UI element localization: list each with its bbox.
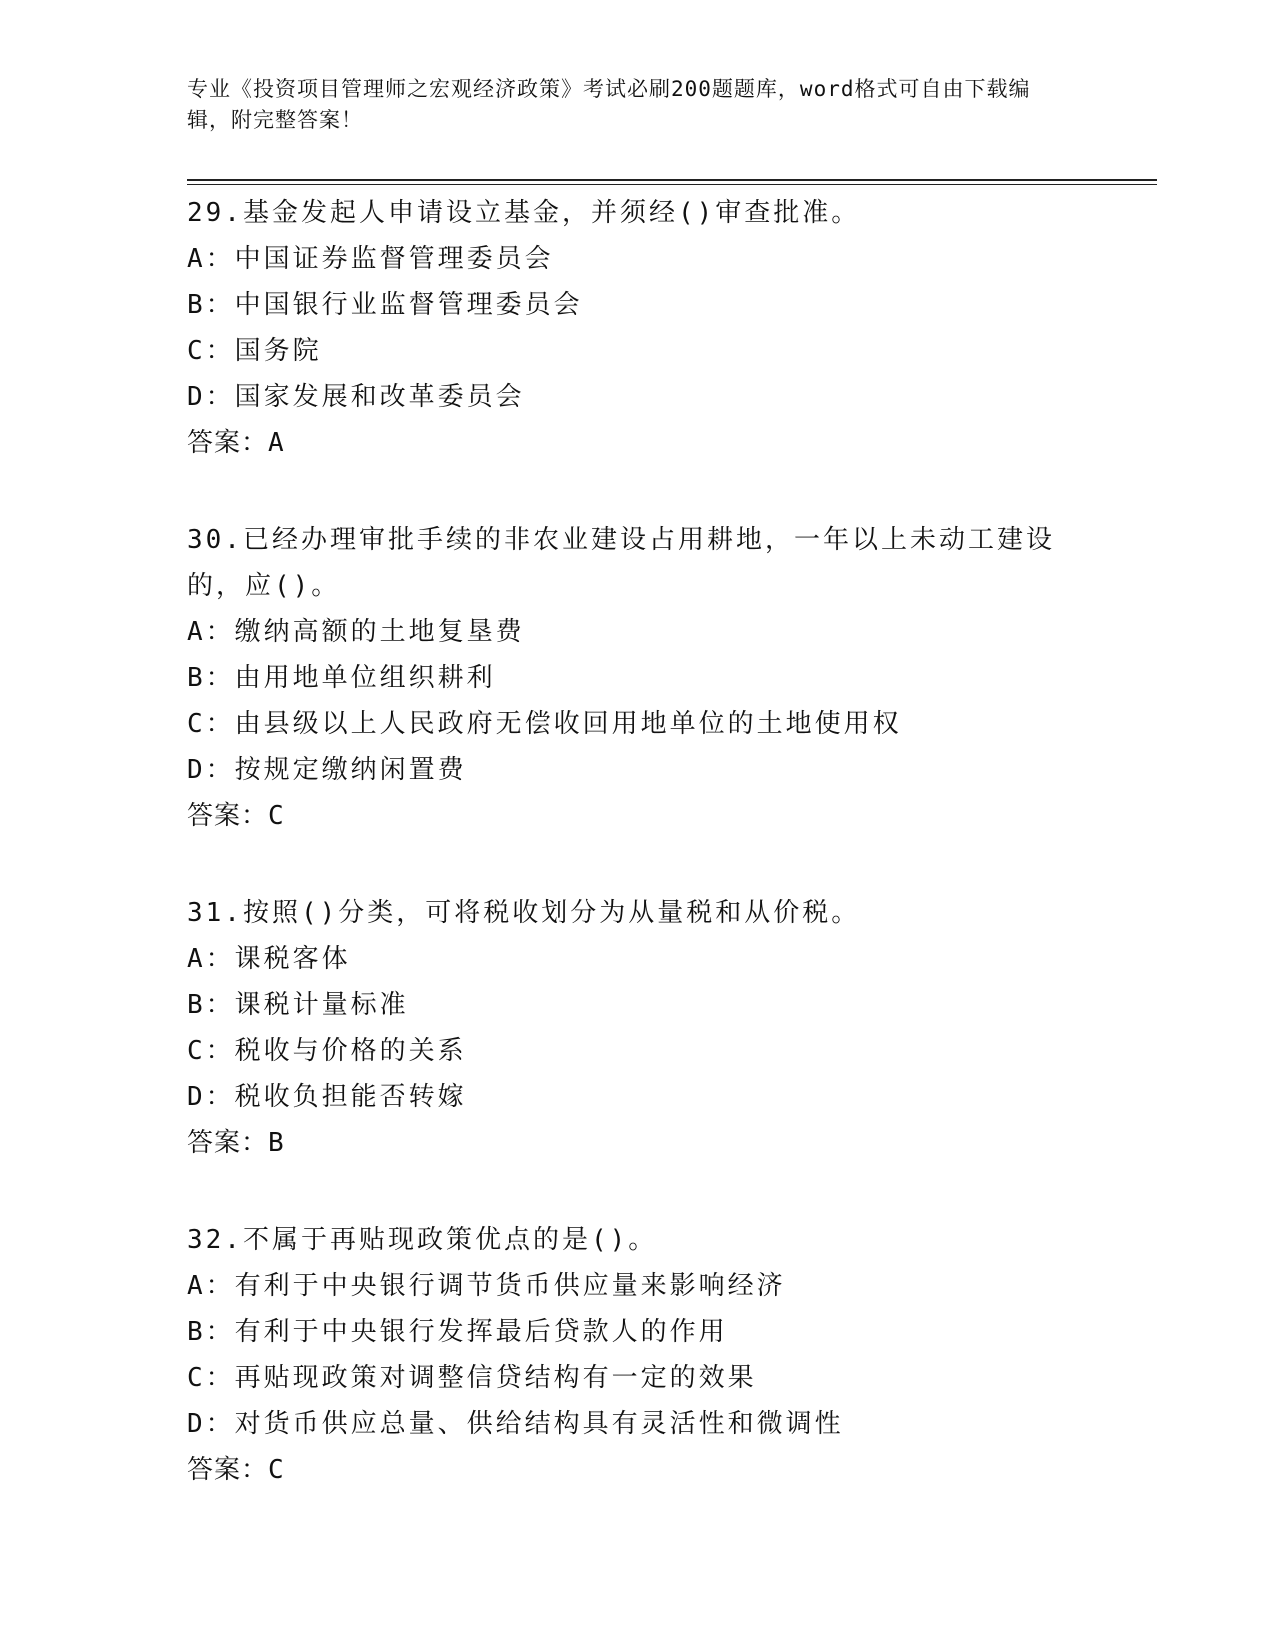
question-stem: 31.按照()分类，可将税收划分为从量税和从价税。: [187, 898, 861, 928]
header-divider-thin: [187, 184, 1157, 185]
option-c: C：再贴现政策对调整信贷结构有一定的效果: [187, 1363, 757, 1393]
option-a: A：课税客体: [187, 944, 351, 974]
answer-line: 答案：A: [187, 428, 285, 458]
question-block: [187, 1217, 1087, 1493]
question-stem: 32.不属于再贴现政策优点的是()。: [187, 1225, 658, 1255]
question-list: [187, 190, 1087, 1544]
option-d: D：按规定缴纳闲置费: [187, 755, 467, 785]
option-c: C：税收与价格的关系: [187, 1036, 467, 1066]
answer-line: 答案：C: [187, 801, 285, 831]
header-divider-thick: [187, 179, 1157, 181]
option-c: C：由县级以上人民政府无偿收回用地单位的土地使用权: [187, 709, 902, 739]
answer-line: 答案：C: [187, 1455, 285, 1485]
option-b: B：中国银行业监督管理委员会: [187, 290, 583, 320]
document-header: [187, 74, 1067, 136]
option-b: B：有利于中央银行发挥最后贷款人的作用: [187, 1317, 728, 1347]
option-d: D：对货币供应总量、供给结构具有灵活性和微调性: [187, 1409, 844, 1439]
option-d: D：税收负担能否转嫁: [187, 1082, 467, 1112]
question-block: [187, 190, 1087, 466]
option-a: A：中国证券监督管理委员会: [187, 244, 554, 274]
header-text: 专业《投资项目管理师之宏观经济政策》考试必刷200题题库，word格式可自由下载编辑，附完整答案！: [187, 77, 1031, 132]
option-b: B：由用地单位组织耕利: [187, 663, 496, 693]
question-stem: 29.基金发起人申请设立基金，并须经()审查批准。: [187, 198, 861, 228]
question-block: [187, 890, 1087, 1166]
option-a: A：缴纳高额的土地复垦费: [187, 617, 525, 647]
option-c: C：国务院: [187, 336, 322, 366]
answer-line: 答案：B: [187, 1128, 285, 1158]
question-stem: 30.已经办理审批手续的非农业建设占用耕地，一年以上未动工建设的，应()。: [187, 525, 1055, 601]
option-a: A：有利于中央银行调节货币供应量来影响经济: [187, 1271, 786, 1301]
option-d: D：国家发展和改革委员会: [187, 382, 525, 412]
question-block: [187, 517, 1087, 839]
option-b: B：课税计量标准: [187, 990, 409, 1020]
